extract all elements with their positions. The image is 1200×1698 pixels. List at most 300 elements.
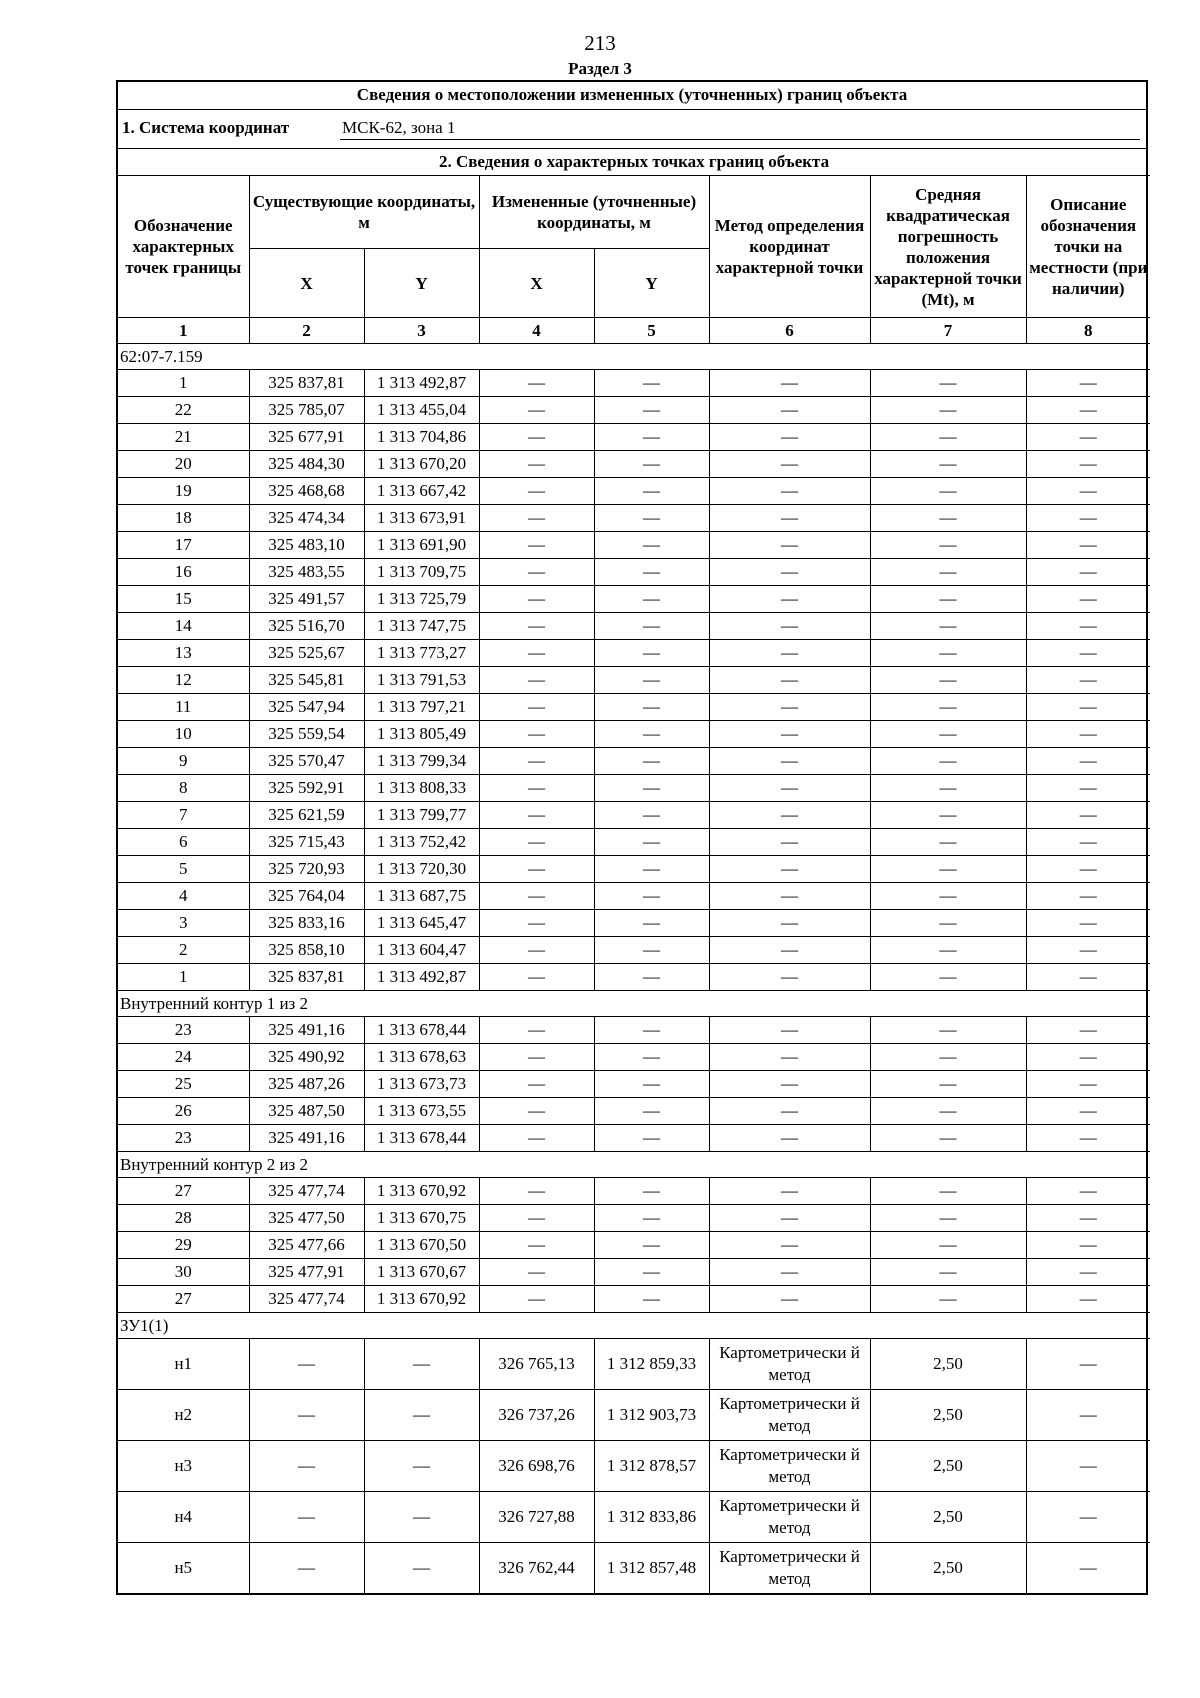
- description-cell: —: [1026, 694, 1150, 721]
- column-number: 6: [709, 318, 870, 344]
- method-cell: —: [709, 802, 870, 829]
- existing-y-cell: 1 313 492,87: [364, 964, 479, 991]
- existing-y-cell: —: [364, 1492, 479, 1543]
- changed-y-cell: —: [594, 1259, 709, 1286]
- existing-y-cell: 1 313 670,92: [364, 1286, 479, 1313]
- method-cell: —: [709, 505, 870, 532]
- method-cell: —: [709, 1098, 870, 1125]
- changed-y-cell: —: [594, 856, 709, 883]
- point-id-cell: 28: [118, 1205, 249, 1232]
- existing-y-cell: 1 313 691,90: [364, 532, 479, 559]
- changed-y-cell: —: [594, 937, 709, 964]
- existing-y-cell: 1 313 799,34: [364, 748, 479, 775]
- existing-y-cell: 1 313 604,47: [364, 937, 479, 964]
- changed-y-cell: —: [594, 640, 709, 667]
- method-cell: —: [709, 748, 870, 775]
- existing-y-cell: 1 313 455,04: [364, 397, 479, 424]
- sheet-title: Сведения о местоположении измененных (уточненных) границ объекта: [118, 82, 1146, 110]
- existing-y-cell: 1 313 687,75: [364, 883, 479, 910]
- changed-x-cell: —: [479, 1098, 594, 1125]
- point-id-cell: н5: [118, 1543, 249, 1594]
- table-row: [118, 1044, 1150, 1071]
- error-cell: 2,50: [870, 1339, 1026, 1390]
- header-designation: Обозначение характерных точек границы: [118, 176, 249, 318]
- changed-y-cell: —: [594, 694, 709, 721]
- method-cell: —: [709, 1071, 870, 1098]
- table-row: [118, 1543, 1150, 1594]
- method-cell: —: [709, 424, 870, 451]
- table-row: [118, 1098, 1150, 1125]
- changed-x-cell: —: [479, 1259, 594, 1286]
- table-row: [118, 478, 1150, 505]
- method-cell: —: [709, 775, 870, 802]
- existing-y-cell: 1 313 645,47: [364, 910, 479, 937]
- point-id-cell: 26: [118, 1098, 249, 1125]
- table-row: [118, 1390, 1150, 1441]
- existing-y-cell: 1 313 791,53: [364, 667, 479, 694]
- error-cell: —: [870, 1125, 1026, 1152]
- table-row: [118, 883, 1150, 910]
- table-row: [118, 505, 1150, 532]
- boundary-sheet: [116, 80, 1148, 1595]
- header-description: Описание обозначения точки на местности (при наличии): [1026, 176, 1150, 318]
- method-cell: —: [709, 1178, 870, 1205]
- existing-x-cell: 325 474,34: [249, 505, 364, 532]
- existing-x-cell: 325 621,59: [249, 802, 364, 829]
- point-id-cell: 17: [118, 532, 249, 559]
- table-row: [118, 964, 1150, 991]
- existing-x-cell: 325 483,55: [249, 559, 364, 586]
- column-number: 3: [364, 318, 479, 344]
- existing-y-cell: 1 313 670,67: [364, 1259, 479, 1286]
- description-cell: —: [1026, 1071, 1150, 1098]
- description-cell: —: [1026, 964, 1150, 991]
- error-cell: —: [870, 667, 1026, 694]
- header-error: Средняя квадратическая погрешность положения характерной точки (Mt), м: [870, 176, 1026, 318]
- method-cell: Картометрически й метод: [709, 1339, 870, 1390]
- error-cell: —: [870, 856, 1026, 883]
- existing-x-cell: 325 516,70: [249, 613, 364, 640]
- existing-y-cell: 1 313 805,49: [364, 721, 479, 748]
- point-id-cell: 1: [118, 370, 249, 397]
- error-cell: —: [870, 1017, 1026, 1044]
- existing-x-cell: 325 677,91: [249, 424, 364, 451]
- table-row: [118, 721, 1150, 748]
- error-cell: —: [870, 1205, 1026, 1232]
- changed-x-cell: —: [479, 748, 594, 775]
- error-cell: —: [870, 1071, 1026, 1098]
- existing-x-cell: 325 525,67: [249, 640, 364, 667]
- changed-x-cell: —: [479, 1205, 594, 1232]
- changed-x-cell: —: [479, 505, 594, 532]
- changed-y-cell: —: [594, 1205, 709, 1232]
- changed-x-cell: —: [479, 532, 594, 559]
- table-row: [118, 802, 1150, 829]
- table-row: [118, 829, 1150, 856]
- existing-x-cell: 325 592,91: [249, 775, 364, 802]
- changed-x-cell: —: [479, 964, 594, 991]
- section-heading: Раздел 3: [568, 59, 632, 78]
- table-row: [118, 397, 1150, 424]
- changed-x-cell: —: [479, 424, 594, 451]
- existing-x-cell: 325 491,16: [249, 1017, 364, 1044]
- point-id-cell: 16: [118, 559, 249, 586]
- existing-y-cell: 1 313 704,86: [364, 424, 479, 451]
- description-cell: —: [1026, 1017, 1150, 1044]
- description-cell: —: [1026, 775, 1150, 802]
- table-row: [118, 1286, 1150, 1313]
- table-row: [118, 613, 1150, 640]
- point-id-cell: 25: [118, 1071, 249, 1098]
- changed-x-cell: 326 762,44: [479, 1543, 594, 1594]
- description-cell: —: [1026, 1125, 1150, 1152]
- description-cell: —: [1026, 532, 1150, 559]
- method-cell: —: [709, 721, 870, 748]
- changed-y-cell: —: [594, 1044, 709, 1071]
- method-cell: —: [709, 1232, 870, 1259]
- existing-y-cell: 1 313 799,77: [364, 802, 479, 829]
- method-cell: Картометрически й метод: [709, 1543, 870, 1594]
- existing-y-cell: 1 313 797,21: [364, 694, 479, 721]
- description-cell: —: [1026, 370, 1150, 397]
- description-cell: —: [1026, 640, 1150, 667]
- description-cell: —: [1026, 1205, 1150, 1232]
- method-cell: —: [709, 1286, 870, 1313]
- existing-x-cell: 325 484,30: [249, 451, 364, 478]
- group-label: Внутренний контур 1 из 2: [118, 991, 1150, 1017]
- table-row: [118, 910, 1150, 937]
- error-cell: —: [870, 613, 1026, 640]
- table-row: [118, 1178, 1150, 1205]
- existing-x-cell: 325 477,74: [249, 1286, 364, 1313]
- description-cell: —: [1026, 802, 1150, 829]
- point-id-cell: 12: [118, 667, 249, 694]
- existing-y-cell: —: [364, 1441, 479, 1492]
- point-id-cell: 19: [118, 478, 249, 505]
- coordinate-system-row: [118, 110, 1146, 149]
- existing-y-cell: 1 313 673,91: [364, 505, 479, 532]
- changed-y-cell: —: [594, 883, 709, 910]
- existing-x-cell: 325 477,74: [249, 1178, 364, 1205]
- point-id-cell: 6: [118, 829, 249, 856]
- changed-x-cell: —: [479, 640, 594, 667]
- description-cell: —: [1026, 1286, 1150, 1313]
- changed-y-cell: —: [594, 478, 709, 505]
- error-cell: 2,50: [870, 1492, 1026, 1543]
- error-cell: —: [870, 1259, 1026, 1286]
- existing-x-cell: —: [249, 1390, 364, 1441]
- changed-y-cell: —: [594, 964, 709, 991]
- description-cell: —: [1026, 424, 1150, 451]
- description-cell: —: [1026, 397, 1150, 424]
- table-row: [118, 1017, 1150, 1044]
- error-cell: —: [870, 775, 1026, 802]
- description-cell: —: [1026, 1044, 1150, 1071]
- existing-y-cell: 1 313 678,44: [364, 1017, 479, 1044]
- existing-x-cell: 325 858,10: [249, 937, 364, 964]
- method-cell: —: [709, 829, 870, 856]
- changed-x-cell: —: [479, 1286, 594, 1313]
- method-cell: —: [709, 1017, 870, 1044]
- existing-x-cell: —: [249, 1339, 364, 1390]
- table-row: [118, 586, 1150, 613]
- existing-y-cell: 1 313 670,92: [364, 1178, 479, 1205]
- method-cell: Картометрически й метод: [709, 1492, 870, 1543]
- description-cell: —: [1026, 937, 1150, 964]
- header-existing-y: Y: [364, 249, 479, 318]
- point-id-cell: 7: [118, 802, 249, 829]
- existing-y-cell: 1 313 752,42: [364, 829, 479, 856]
- changed-x-cell: —: [479, 1017, 594, 1044]
- changed-x-cell: —: [479, 478, 594, 505]
- existing-x-cell: 325 545,81: [249, 667, 364, 694]
- changed-x-cell: —: [479, 1044, 594, 1071]
- changed-x-cell: —: [479, 1071, 594, 1098]
- point-id-cell: 2: [118, 937, 249, 964]
- existing-y-cell: 1 313 725,79: [364, 586, 479, 613]
- existing-x-cell: 325 477,66: [249, 1232, 364, 1259]
- method-cell: —: [709, 613, 870, 640]
- changed-y-cell: —: [594, 721, 709, 748]
- header-changed-x: X: [479, 249, 594, 318]
- description-cell: —: [1026, 1390, 1150, 1441]
- description-cell: —: [1026, 910, 1150, 937]
- table-row: [118, 667, 1150, 694]
- column-number: 1: [118, 318, 249, 344]
- point-id-cell: 4: [118, 883, 249, 910]
- changed-y-cell: —: [594, 559, 709, 586]
- changed-x-cell: —: [479, 829, 594, 856]
- description-cell: —: [1026, 478, 1150, 505]
- changed-x-cell: —: [479, 370, 594, 397]
- header-changed-coords: Измененные (уточненные) координаты, м: [479, 176, 709, 249]
- changed-y-cell: —: [594, 1232, 709, 1259]
- group-label-row: [118, 1152, 1150, 1178]
- changed-x-cell: —: [479, 910, 594, 937]
- changed-y-cell: —: [594, 1098, 709, 1125]
- error-cell: —: [870, 559, 1026, 586]
- column-number: 5: [594, 318, 709, 344]
- changed-x-cell: —: [479, 613, 594, 640]
- error-cell: —: [870, 640, 1026, 667]
- changed-x-cell: —: [479, 1125, 594, 1152]
- error-cell: —: [870, 748, 1026, 775]
- description-cell: —: [1026, 586, 1150, 613]
- existing-y-cell: 1 313 670,75: [364, 1205, 479, 1232]
- changed-x-cell: —: [479, 856, 594, 883]
- method-cell: —: [709, 694, 870, 721]
- error-cell: —: [870, 829, 1026, 856]
- table-row: [118, 559, 1150, 586]
- description-cell: —: [1026, 721, 1150, 748]
- table-row: [118, 1492, 1150, 1543]
- point-id-cell: 5: [118, 856, 249, 883]
- existing-x-cell: 325 837,81: [249, 370, 364, 397]
- changed-y-cell: 1 312 857,48: [594, 1543, 709, 1594]
- header-method: Метод определения координат характерной точки: [709, 176, 870, 318]
- changed-y-cell: —: [594, 775, 709, 802]
- description-cell: —: [1026, 1232, 1150, 1259]
- changed-y-cell: —: [594, 829, 709, 856]
- error-cell: —: [870, 1044, 1026, 1071]
- method-cell: —: [709, 370, 870, 397]
- point-id-cell: н4: [118, 1492, 249, 1543]
- table-row: [118, 856, 1150, 883]
- changed-y-cell: 1 312 859,33: [594, 1339, 709, 1390]
- existing-x-cell: 325 720,93: [249, 856, 364, 883]
- existing-x-cell: —: [249, 1543, 364, 1594]
- changed-y-cell: —: [594, 1017, 709, 1044]
- existing-y-cell: 1 313 709,75: [364, 559, 479, 586]
- method-cell: Картометрически й метод: [709, 1441, 870, 1492]
- changed-x-cell: —: [479, 802, 594, 829]
- column-number: 8: [1026, 318, 1150, 344]
- table-row: [118, 532, 1150, 559]
- error-cell: —: [870, 1178, 1026, 1205]
- point-id-cell: 29: [118, 1232, 249, 1259]
- existing-x-cell: 325 833,16: [249, 910, 364, 937]
- error-cell: 2,50: [870, 1441, 1026, 1492]
- point-id-cell: 24: [118, 1044, 249, 1071]
- table-row: [118, 640, 1150, 667]
- existing-x-cell: 325 570,47: [249, 748, 364, 775]
- changed-y-cell: —: [594, 370, 709, 397]
- existing-y-cell: —: [364, 1339, 479, 1390]
- changed-x-cell: —: [479, 559, 594, 586]
- changed-y-cell: —: [594, 532, 709, 559]
- changed-x-cell: —: [479, 775, 594, 802]
- point-id-cell: 1: [118, 964, 249, 991]
- point-id-cell: н1: [118, 1339, 249, 1390]
- description-cell: —: [1026, 1259, 1150, 1286]
- table-row: [118, 451, 1150, 478]
- error-cell: —: [870, 937, 1026, 964]
- column-number: 7: [870, 318, 1026, 344]
- changed-y-cell: —: [594, 748, 709, 775]
- group-label: ЗУ1(1): [118, 1313, 1150, 1339]
- existing-y-cell: 1 313 673,55: [364, 1098, 479, 1125]
- description-cell: —: [1026, 1492, 1150, 1543]
- method-cell: —: [709, 937, 870, 964]
- points-table: [118, 149, 1150, 1593]
- error-cell: —: [870, 505, 1026, 532]
- existing-x-cell: —: [249, 1492, 364, 1543]
- existing-y-cell: 1 313 673,73: [364, 1071, 479, 1098]
- existing-y-cell: 1 313 670,20: [364, 451, 479, 478]
- point-id-cell: 18: [118, 505, 249, 532]
- changed-y-cell: —: [594, 586, 709, 613]
- description-cell: —: [1026, 1339, 1150, 1390]
- table-row: [118, 1205, 1150, 1232]
- existing-y-cell: 1 313 773,27: [364, 640, 479, 667]
- changed-x-cell: 326 737,26: [479, 1390, 594, 1441]
- description-cell: —: [1026, 1178, 1150, 1205]
- table-row: [118, 1071, 1150, 1098]
- point-id-cell: 22: [118, 397, 249, 424]
- changed-x-cell: 326 698,76: [479, 1441, 594, 1492]
- description-cell: —: [1026, 829, 1150, 856]
- method-cell: —: [709, 478, 870, 505]
- description-cell: —: [1026, 451, 1150, 478]
- error-cell: —: [870, 694, 1026, 721]
- changed-x-cell: 326 765,13: [479, 1339, 594, 1390]
- changed-y-cell: —: [594, 451, 709, 478]
- existing-y-cell: —: [364, 1543, 479, 1594]
- changed-x-cell: —: [479, 694, 594, 721]
- existing-y-cell: 1 313 670,50: [364, 1232, 479, 1259]
- group-label: 62:07-7.159: [118, 344, 1150, 370]
- changed-x-cell: —: [479, 451, 594, 478]
- existing-x-cell: 325 785,07: [249, 397, 364, 424]
- changed-y-cell: 1 312 878,57: [594, 1441, 709, 1492]
- point-id-cell: 27: [118, 1286, 249, 1313]
- coordinate-system-value: МСК-62, зона 1: [340, 118, 1140, 140]
- error-cell: —: [870, 910, 1026, 937]
- changed-x-cell: —: [479, 1232, 594, 1259]
- existing-y-cell: —: [364, 1390, 479, 1441]
- point-id-cell: 11: [118, 694, 249, 721]
- table-row: [118, 694, 1150, 721]
- method-cell: Картометрически й метод: [709, 1390, 870, 1441]
- changed-y-cell: —: [594, 613, 709, 640]
- column-number-row: [118, 318, 1150, 344]
- point-id-cell: 8: [118, 775, 249, 802]
- table-row: [118, 1259, 1150, 1286]
- point-id-cell: 23: [118, 1017, 249, 1044]
- method-cell: —: [709, 451, 870, 478]
- point-id-cell: 23: [118, 1125, 249, 1152]
- error-cell: —: [870, 478, 1026, 505]
- changed-y-cell: —: [594, 1178, 709, 1205]
- points-table-title: 2. Сведения о характерных точках границ объекта: [118, 149, 1150, 176]
- header-changed-y: Y: [594, 249, 709, 318]
- table-row: [118, 1232, 1150, 1259]
- method-cell: —: [709, 856, 870, 883]
- point-id-cell: 21: [118, 424, 249, 451]
- table-row: [118, 748, 1150, 775]
- changed-y-cell: —: [594, 667, 709, 694]
- method-cell: —: [709, 532, 870, 559]
- column-number: 2: [249, 318, 364, 344]
- changed-y-cell: —: [594, 1071, 709, 1098]
- point-id-cell: 14: [118, 613, 249, 640]
- point-id-cell: 15: [118, 586, 249, 613]
- description-cell: —: [1026, 1441, 1150, 1492]
- coordinate-system-label: 1. Система координат: [122, 118, 290, 137]
- changed-y-cell: —: [594, 802, 709, 829]
- point-id-cell: н2: [118, 1390, 249, 1441]
- description-cell: —: [1026, 667, 1150, 694]
- existing-x-cell: 325 491,57: [249, 586, 364, 613]
- changed-y-cell: 1 312 833,86: [594, 1492, 709, 1543]
- description-cell: —: [1026, 1543, 1150, 1594]
- changed-y-cell: —: [594, 397, 709, 424]
- changed-x-cell: —: [479, 586, 594, 613]
- changed-y-cell: —: [594, 505, 709, 532]
- existing-x-cell: 325 715,43: [249, 829, 364, 856]
- changed-y-cell: 1 312 903,73: [594, 1390, 709, 1441]
- existing-x-cell: 325 487,50: [249, 1098, 364, 1125]
- point-id-cell: 20: [118, 451, 249, 478]
- description-cell: —: [1026, 856, 1150, 883]
- group-label-row: [118, 1313, 1150, 1339]
- existing-y-cell: 1 313 678,44: [364, 1125, 479, 1152]
- point-id-cell: 9: [118, 748, 249, 775]
- method-cell: —: [709, 883, 870, 910]
- error-cell: —: [870, 451, 1026, 478]
- method-cell: —: [709, 640, 870, 667]
- point-id-cell: 13: [118, 640, 249, 667]
